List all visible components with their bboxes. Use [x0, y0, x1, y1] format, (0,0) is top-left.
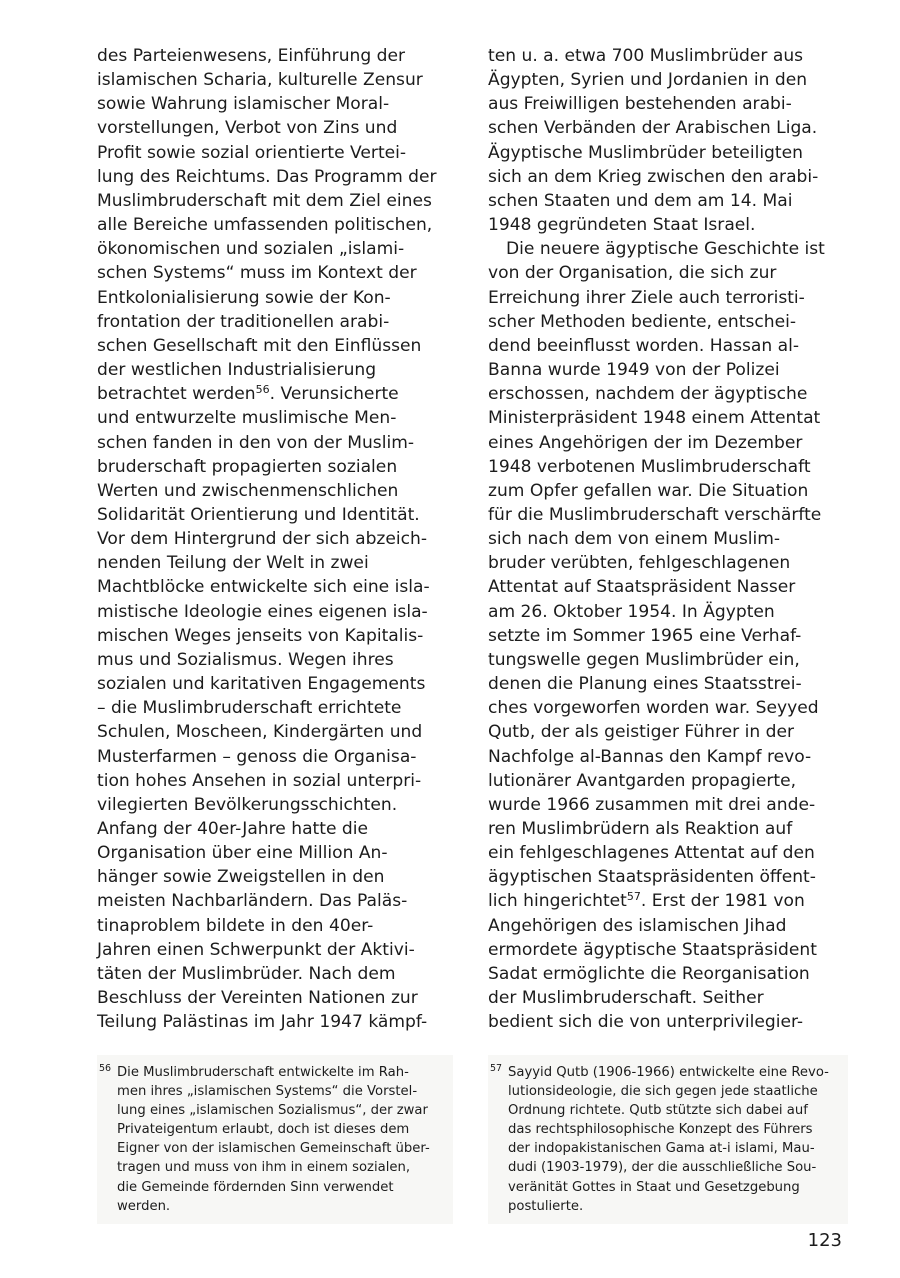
footnote-line: Eigner von der islamischen Gemeinschaft über- — [117, 1141, 430, 1157]
footnote-line: das rechtsphilosophische Konzept des Führers — [508, 1122, 813, 1138]
text-line: lutionärer Avantgarden propagierte, — [488, 770, 797, 791]
text-line: tion hohes Ansehen in sozial unterpri- — [97, 770, 422, 791]
text-line: nenden Teilung der Welt in zwei — [97, 553, 369, 574]
text-line: Ägyptische Muslimbrüder beteiligten — [488, 142, 803, 163]
footnote-line: Sayyid Qutb (1906-1966) entwickelte eine Revo- — [508, 1065, 829, 1080]
text-line: Schulen, Moscheen, Kindergärten und — [97, 722, 423, 743]
text-line: Ministerpräsident 1948 einem Attentat — [488, 408, 821, 429]
text-fragment: . Verunsicherte — [269, 384, 399, 405]
text-fragment: . Erst der 1981 von — [640, 891, 805, 912]
text-line: islamischen Scharia, kulturelle Zensur — [97, 70, 423, 91]
text-line: setzte im Sommer 1965 eine Verhaf- — [488, 625, 802, 646]
text-line: von der Organisation, die sich zur — [488, 263, 777, 284]
text-line: zum Opfer gefallen war. Die Situation — [488, 480, 809, 501]
text-line: erschossen, nachdem der ägyptische — [488, 384, 808, 405]
text-fragment: lich hingerichtet — [488, 891, 627, 912]
text-line: bruderschaft propagierten sozialen — [97, 456, 398, 477]
text-line: sich nach dem von einem Muslim- — [488, 529, 781, 550]
text-line: schen fanden in den von der Muslim- — [97, 432, 415, 453]
text-line: mistische Ideologie eines eigenen isla- — [97, 601, 428, 622]
text-line: hänger sowie Zweigstellen in den — [97, 867, 385, 888]
footnote-line: Die Muslimbruderschaft entwickelte im Rah- — [117, 1065, 409, 1080]
text-line: Profit sowie sozial orientierte Vertei- — [97, 142, 407, 163]
footnote-line: men ihres „islamischen Systems“ die Vorstel- — [117, 1084, 418, 1100]
text-line: mischen Weges jenseits von Kapitalis- — [97, 625, 424, 646]
text-line: des Parteienwesens, Einführung der — [97, 46, 406, 66]
text-line: Solidarität Orientierung und Identität. — [97, 504, 420, 525]
text-line: Vor dem Hintergrund der sich abzeich- — [97, 529, 428, 550]
text-line: Anfang der 40er-Jahre hatte die — [97, 819, 369, 839]
footnote-line: lung eines „islamischen Sozialismus“, der zwar — [117, 1103, 428, 1119]
left-text-column — [97, 44, 457, 1034]
text-line: Organisation über eine Million An- — [97, 843, 388, 864]
text-line: denen die Planung eines Staatsstrei- — [488, 674, 802, 695]
footnote-57 — [488, 1055, 848, 1224]
text-line: vorstellungen, Verbot von Zins und — [97, 118, 398, 139]
text-line: der westlichen Industrialisierung — [97, 360, 377, 381]
footnote-line: veränität Gottes in Staat und Gesetzgebung — [508, 1179, 800, 1195]
text-line: schen Systems“ muss im Kontext der — [97, 263, 417, 284]
footnote-line: tragen und muss von ihm in einem sozialen, — [117, 1160, 411, 1176]
text-line: Qutb, der als geistiger Führer in der — [488, 722, 795, 743]
text-line: Erreichung ihrer Ziele auch terroristi- — [488, 287, 805, 308]
text-line: sowie Wahrung islamischer Moral- — [97, 94, 390, 115]
text-line: sich an dem Krieg zwischen den arabi- — [488, 166, 819, 187]
text-line: aus Freiwilligen bestehenden arabi- — [488, 94, 792, 115]
footnote-ref-57: 57 — [626, 890, 641, 904]
footnote-body — [488, 1063, 848, 1216]
text-line: ägyptischen Staatspräsidenten öffent- — [488, 867, 816, 888]
footnote-line: Ordnung richtete. Qutb stützte sich dabei auf — [508, 1103, 808, 1119]
text-line: ermordete ägyptische Staatspräsident — [488, 939, 817, 960]
text-line: am 26. Oktober 1954. In Ägypten — [488, 601, 775, 622]
text-line: vilegierten Bevölkerungsschichten. — [97, 794, 398, 815]
text-line-with-footnote-ref — [488, 889, 848, 913]
text-line: bruder verübten, fehlgeschlagenen — [488, 553, 791, 574]
text-line: sozialen und karitativen Engagements — [97, 674, 426, 695]
text-line: schen Verbänden der Arabischen Liga. — [488, 118, 818, 139]
text-line: der Muslimbruderschaft. Seither — [488, 988, 764, 1009]
text-line: Werten und zwischenmenschlichen — [97, 480, 399, 501]
footnote-body — [97, 1063, 453, 1216]
text-line: ten u. a. etwa 700 Muslimbrüder aus — [488, 46, 804, 66]
text-line: Banna wurde 1949 von der Polizei — [488, 360, 780, 381]
paragraph-first-line: Die neuere ägyptische Geschichte ist — [506, 239, 825, 260]
text-line: Nachfolge al-Bannas den Kampf revo- — [488, 746, 812, 767]
text-line: täten der Muslimbrüder. Nach dem — [97, 963, 396, 984]
text-line: bedient sich die von unterprivilegier- — [488, 1012, 804, 1033]
text-line: Attentat auf Staatspräsident Nasser — [488, 577, 796, 598]
footnote-ref-56: 56 — [255, 383, 270, 397]
text-line: für die Muslimbruderschaft verschärfte — [488, 504, 822, 525]
text-line: Musterfarmen – genoss die Organisa- — [97, 746, 417, 767]
footnote-line: postulierte. — [508, 1198, 584, 1214]
text-line: tinaproblem bildete in den 40er- — [97, 915, 374, 936]
text-line: und entwurzelte muslimische Men- — [97, 408, 397, 429]
footnote-line: die Gemeinde fördernden Sinn verwendet — [117, 1179, 394, 1195]
text-line: schen Gesellschaft mit den Einflüssen — [97, 335, 422, 356]
text-line: scher Methoden bediente, entschei- — [488, 311, 797, 332]
footnote-56 — [97, 1055, 453, 1224]
text-line: Machtblöcke entwickelte sich eine isla- — [97, 577, 430, 598]
text-line-with-footnote-ref — [97, 382, 457, 406]
text-line: Jahren einen Schwerpunkt der Aktivi- — [97, 939, 415, 960]
text-line: Entkolonialisierung sowie der Kon- — [97, 287, 391, 308]
text-line: frontation der traditionellen arabi- — [97, 311, 390, 332]
text-line: 1948 gegründeten Staat Israel. — [488, 215, 756, 236]
footnote-line: werden. — [117, 1198, 171, 1214]
text-line: tungswelle gegen Muslimbrüder ein, — [488, 649, 800, 670]
page-number: 123 — [807, 1230, 842, 1251]
text-line: mus und Sozialismus. Wegen ihres — [97, 649, 394, 670]
text-line: eines Angehörigen der im Dezember — [488, 432, 803, 453]
text-line: Muslimbruderschaft mit dem Ziel eines — [97, 190, 432, 211]
text-line: ren Muslimbrüdern als Reaktion auf — [488, 819, 793, 839]
text-line: 1948 verbotenen Muslimbruderschaft — [488, 456, 811, 477]
text-line: Teilung Palästinas im Jahr 1947 kämpf- — [97, 1012, 428, 1033]
footnote-line: lutionsideologie, die sich gegen jede staatliche — [508, 1084, 818, 1100]
footnote-line: Privateigentum erlaubt, doch ist dieses dem — [117, 1122, 410, 1138]
text-line: ein fehlgeschlagenes Attentat auf den — [488, 843, 815, 864]
text-line: ches vorgeworfen worden war. Seyyed — [488, 698, 819, 719]
footnote-mark: 57 — [490, 1063, 503, 1074]
text-line: dend beeinflusst worden. Hassan al- — [488, 335, 800, 356]
text-line: Ägypten, Syrien und Jordanien in den — [488, 70, 808, 91]
text-line: schen Staaten und dem am 14. Mai — [488, 190, 793, 211]
footnote-line: der indopakistanischen Gama at-i islami, Mau- — [508, 1141, 815, 1157]
text-line: Sadat ermöglichte die Reorganisation — [488, 963, 810, 984]
text-line: Beschluss der Vereinten Nationen zur — [97, 988, 418, 1009]
footnote-line: dudi (1903-1979), der die ausschließliche Sou- — [508, 1160, 817, 1176]
text-line: – die Muslimbruderschaft errichtete — [97, 698, 402, 719]
text-line: lung des Reichtums. Das Programm der — [97, 166, 437, 187]
footnote-mark: 56 — [99, 1063, 112, 1074]
text-line: wurde 1966 zusammen mit drei ande- — [488, 794, 816, 815]
text-line: Angehörigen des islamischen Jihad — [488, 915, 787, 936]
text-line: ökonomischen und sozialen „islami- — [97, 239, 405, 260]
text-fragment: betrachtet werden — [97, 384, 256, 405]
right-text-column — [488, 44, 848, 1034]
text-line: alle Bereiche umfassenden politischen, — [97, 215, 433, 236]
text-line: meisten Nachbarländern. Das Paläs- — [97, 891, 408, 912]
